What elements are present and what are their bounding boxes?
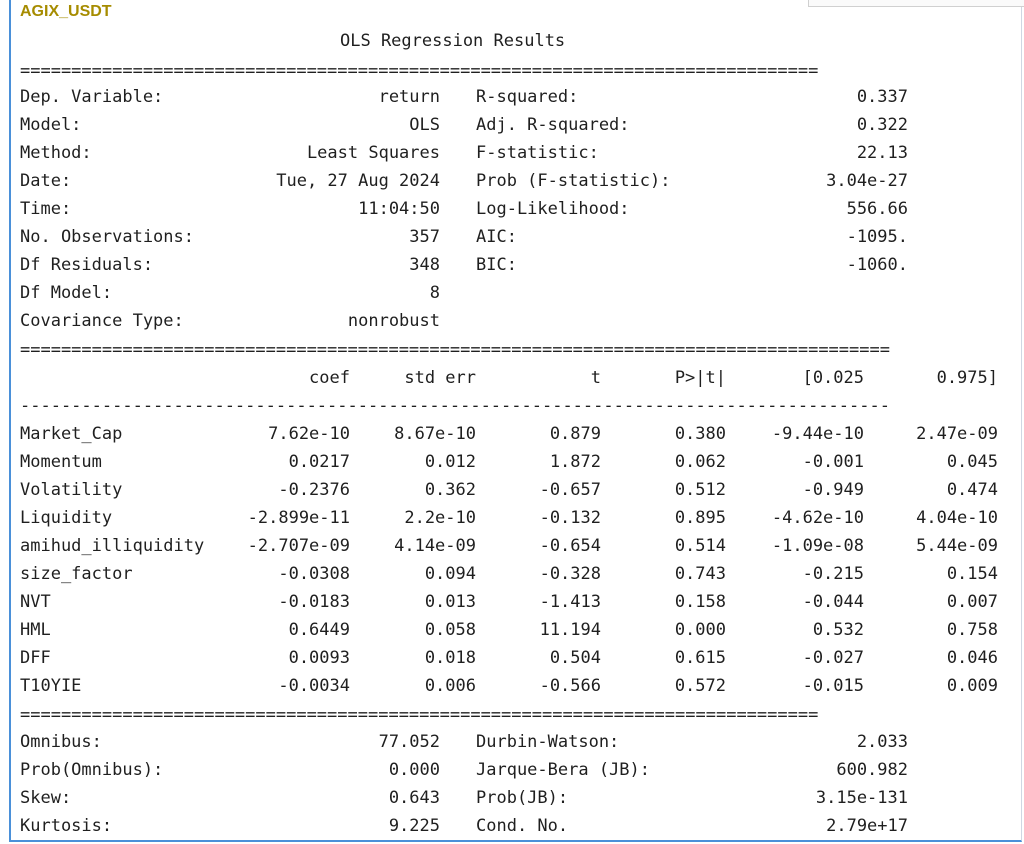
diag-value: 3.15e-131: [815, 788, 908, 808]
coef-cell: 0.018: [424, 648, 476, 668]
coef-cell: 7.62e-10: [268, 424, 350, 444]
coef-cell: 0.572: [674, 676, 726, 696]
report-title: OLS Regression Results: [340, 31, 566, 51]
coef-cell: -0.044: [802, 592, 864, 612]
coef-column-header: coef: [309, 368, 350, 388]
coef-cell: 0.615: [674, 648, 726, 668]
diag-value: 0.643: [388, 788, 440, 808]
coef-cell: -0.949: [802, 480, 864, 500]
coef-cell: 0.6449: [288, 620, 350, 640]
summary-value: 0.337: [856, 87, 908, 107]
coef-row-name: Momentum: [20, 452, 102, 472]
coef-row-name: NVT: [20, 592, 51, 612]
coef-cell: -0.566: [539, 676, 601, 696]
diag-label: Cond. No.: [476, 816, 569, 836]
diag-value: 9.225: [388, 816, 440, 836]
summary-value: 348: [409, 255, 440, 275]
summary-value: -1095.: [846, 227, 908, 247]
summary-label: F-statistic:: [476, 143, 599, 163]
coef-cell: 0.514: [674, 536, 726, 556]
coef-cell: 0.007: [946, 592, 998, 612]
coef-cell: 5.44e-09: [916, 536, 998, 556]
coef-cell: 4.04e-10: [916, 508, 998, 528]
summary-value: OLS: [409, 115, 440, 135]
summary-value: -1060.: [846, 255, 908, 275]
coef-cell: -0.2376: [278, 480, 350, 500]
summary-label: BIC:: [476, 255, 517, 275]
summary-value: 22.13: [856, 143, 908, 163]
coef-cell: 0.512: [674, 480, 726, 500]
coef-cell: 0.504: [549, 648, 601, 668]
coef-cell: 0.006: [424, 676, 476, 696]
coef-cell: -0.015: [802, 676, 864, 696]
coef-cell: -9.44e-10: [771, 424, 864, 444]
summary-value: 8: [429, 283, 440, 303]
summary-label: Df Residuals:: [20, 255, 154, 275]
coef-cell: 0.062: [674, 452, 726, 472]
coef-cell: 2.47e-09: [916, 424, 998, 444]
coef-row-name: Volatility: [20, 480, 123, 500]
summary-label: Dep. Variable:: [20, 87, 164, 107]
coef-cell: 0.0217: [288, 452, 350, 472]
summary-value: Tue, 27 Aug 2024: [276, 171, 440, 191]
coef-cell: 0.046: [946, 648, 998, 668]
summary-label: Date:: [20, 171, 72, 191]
coef-cell: 0.009: [946, 676, 998, 696]
summary-label: Adj. R-squared:: [476, 115, 630, 135]
scroll-region-corner: [808, 0, 1024, 7]
coef-cell: 8.67e-10: [394, 424, 476, 444]
rule-coef-header: -------------------------------------------------------------------------------------: [20, 396, 890, 416]
coef-row-name: size_factor: [20, 564, 133, 584]
diag-label: Prob(JB):: [476, 788, 569, 808]
coef-cell: -0.0308: [278, 564, 350, 584]
coef-column-header: [0.025: [802, 368, 864, 388]
coef-cell: -0.328: [539, 564, 601, 584]
coef-cell: 0.758: [946, 620, 998, 640]
coef-row-name: Liquidity: [20, 508, 113, 528]
diag-value: 77.052: [378, 732, 440, 752]
diag-value: 2.033: [856, 732, 908, 752]
summary-value: 357: [409, 227, 440, 247]
diag-label: Skew:: [20, 788, 72, 808]
coef-cell: -1.413: [539, 592, 601, 612]
coef-cell: -0.0183: [278, 592, 350, 612]
summary-label: R-squared:: [476, 87, 579, 107]
coef-cell: 0.474: [946, 480, 998, 500]
coef-cell: -0.001: [802, 452, 864, 472]
diag-label: Omnibus:: [20, 732, 102, 752]
coef-cell: 0.743: [674, 564, 726, 584]
rule-top: ==============================================================================: [20, 61, 819, 81]
coef-cell: 4.14e-09: [394, 536, 476, 556]
coef-cell: -4.62e-10: [771, 508, 864, 528]
rule-coef-top: =====================================================================================: [20, 340, 890, 360]
summary-label: Df Model:: [20, 283, 113, 303]
coef-cell: 0.154: [946, 564, 998, 584]
coef-cell: -0.027: [802, 648, 864, 668]
summary-value: 3.04e-27: [826, 171, 908, 191]
coef-cell: 0.012: [424, 452, 476, 472]
summary-label: Model:: [20, 115, 82, 135]
coef-cell: 11.194: [539, 620, 601, 640]
coef-cell: -0.0034: [278, 676, 350, 696]
coef-cell: 0.158: [674, 592, 726, 612]
coef-cell: 2.2e-10: [404, 508, 476, 528]
summary-label: Method:: [20, 143, 92, 163]
coef-cell: -0.215: [802, 564, 864, 584]
summary-label: Prob (F-statistic):: [476, 171, 671, 191]
summary-label: No. Observations:: [20, 227, 194, 247]
diag-label: Prob(Omnibus):: [20, 760, 164, 780]
pair-title: AGIX_USDT: [20, 3, 112, 20]
coef-cell: 0.362: [424, 480, 476, 500]
summary-value: 556.66: [846, 199, 908, 219]
diag-value: 0.000: [388, 760, 440, 780]
coef-cell: -2.899e-11: [247, 508, 350, 528]
coef-row-name: HML: [20, 620, 51, 640]
coef-row-name: DFF: [20, 648, 51, 668]
coef-cell: -1.09e-08: [771, 536, 864, 556]
coef-cell: 0.895: [674, 508, 726, 528]
diag-label: Durbin-Watson:: [476, 732, 620, 752]
coef-row-name: T10YIE: [20, 676, 82, 696]
summary-value: 11:04:50: [358, 199, 440, 219]
summary-label: Time:: [20, 199, 72, 219]
coef-cell: 0.380: [674, 424, 726, 444]
coef-cell: -0.657: [539, 480, 601, 500]
coef-column-header: P>|t|: [674, 368, 726, 388]
summary-value: return: [378, 87, 440, 107]
summary-label: Log-Likelihood:: [476, 199, 630, 219]
diag-value: 2.79e+17: [826, 816, 908, 836]
rule-diag-top: ==============================================================================: [20, 705, 819, 725]
coef-row-name: Market_Cap: [20, 424, 123, 444]
coef-cell: 0.058: [424, 620, 476, 640]
diag-label: Kurtosis:: [20, 816, 113, 836]
summary-label: Covariance Type:: [20, 311, 184, 331]
coef-cell: 0.879: [549, 424, 601, 444]
coef-cell: 0.000: [674, 620, 726, 640]
coef-cell: -2.707e-09: [247, 536, 350, 556]
summary-label: AIC:: [476, 227, 517, 247]
coef-row-name: amihud_illiquidity: [20, 536, 205, 556]
coef-cell: 0.532: [812, 620, 864, 640]
summary-value: 0.322: [856, 115, 908, 135]
coef-cell: -0.654: [539, 536, 601, 556]
coef-column-header: 0.975]: [936, 368, 998, 388]
coef-cell: 0.013: [424, 592, 476, 612]
coef-column-header: t: [590, 368, 601, 388]
coef-cell: 0.094: [424, 564, 476, 584]
coef-column-header: std err: [404, 368, 476, 388]
coef-cell: -0.132: [539, 508, 601, 528]
summary-value: nonrobust: [347, 311, 440, 331]
coef-cell: 0.045: [946, 452, 998, 472]
summary-value: Least Squares: [306, 143, 440, 163]
coef-cell: 0.0093: [288, 648, 350, 668]
diag-value: 600.982: [836, 760, 908, 780]
diag-label: Jarque-Bera (JB):: [476, 760, 650, 780]
coef-cell: 1.872: [549, 452, 601, 472]
